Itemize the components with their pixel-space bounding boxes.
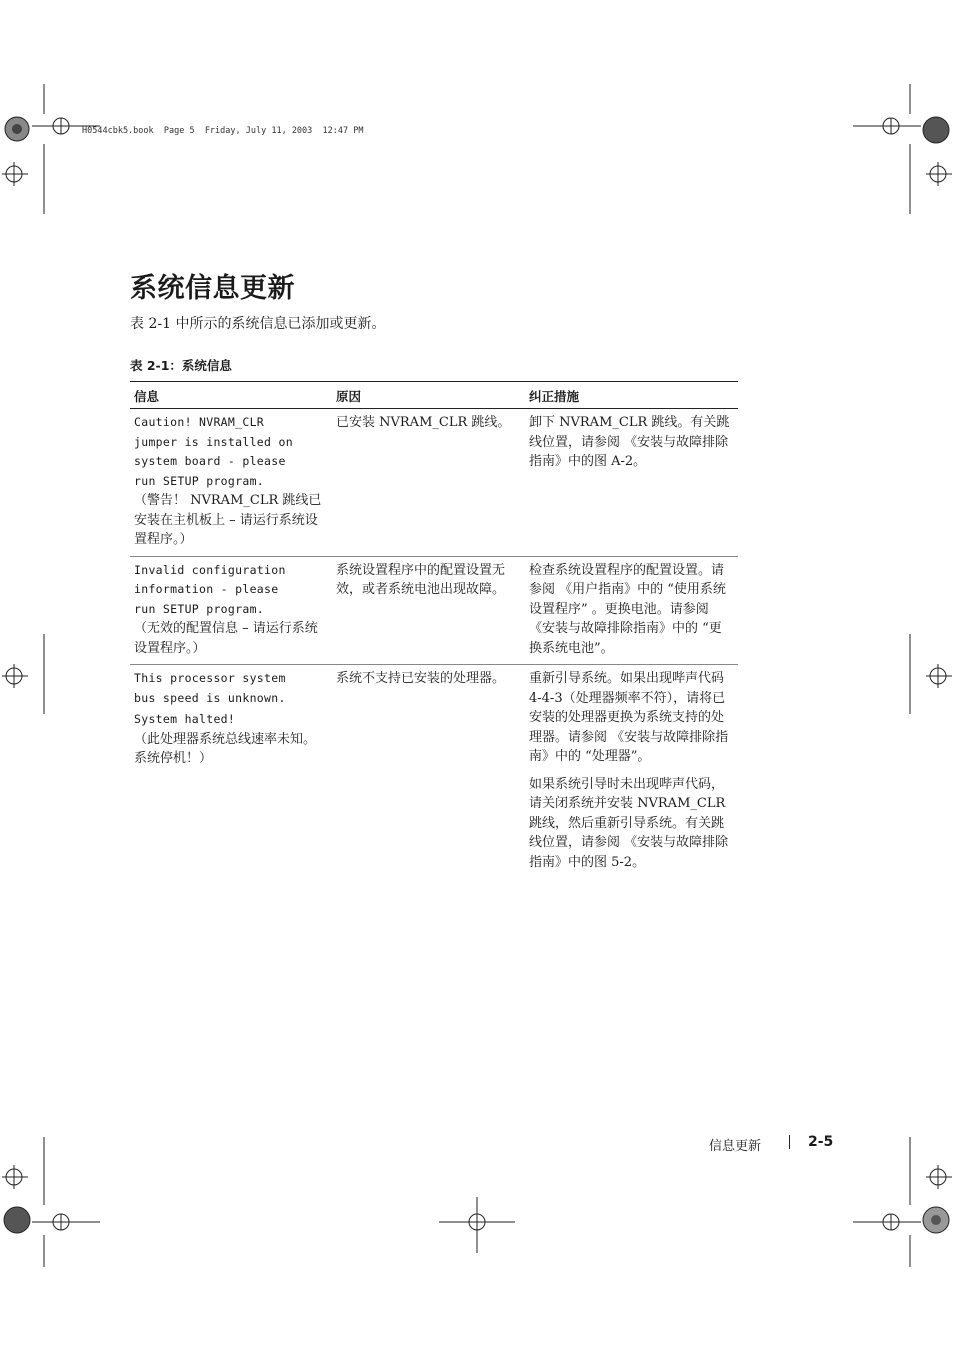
message-translation: （警告！ NVRAM_CLR 跳线已安装在主机板上 – 请运行系统设置程序。） (134, 493, 322, 547)
footer-section-name: 信息更新 (709, 1139, 762, 1154)
cause-cell: 系统设置程序中的配置设置无效，或者系统电池出现故障。 (332, 556, 525, 665)
column-header-action: 纠正措施 (525, 382, 738, 409)
message-cell (130, 556, 332, 665)
table-header-row (130, 382, 738, 409)
registration-mark-icon (0, 80, 110, 220)
message-text-halted: System halted! (134, 712, 236, 726)
action-cell: 检查系统设置程序的配置设置。请参阅 《用户指南》中的 “使用系统设置程序” 。更换电池。请参阅 《安装与故障排除指南》中的 “更换系统电池”。 (525, 556, 738, 665)
action-paragraph-2: 如果系统引导时未出现哔声代码，请关闭系统并安装 NVRAM_CLR 跳线，然后重新引导系统。有关跳线位置，请参阅 《安装与故障排除指南》中的图 5-2。 (529, 776, 729, 870)
message-translation: （无效的配置信息 – 请运行系统设置程序。） (134, 621, 318, 656)
message-text: Caution! NVRAM_CLR jumper is installed on system board - please run SETUP program. (134, 415, 293, 488)
system-messages-table (130, 381, 738, 878)
message-cell (130, 665, 332, 879)
table-caption: 表 2-1：系统信息 (130, 358, 232, 373)
footer-divider (789, 1135, 790, 1149)
cause-cell: 已安装 NVRAM_CLR 跳线。 (332, 409, 525, 557)
registration-mark-icon (0, 630, 60, 720)
table-row (130, 556, 738, 665)
table-row (130, 409, 738, 557)
cause-cell: 系统不支持已安装的处理器。 (336, 671, 506, 686)
page-title: 系统信息更新 (130, 273, 295, 304)
file-info-header: H0544cbk5.book Page 5 Friday, July 11, 2003 12:47 PM (82, 126, 364, 136)
message-text: This processor system bus speed is unknown. (134, 671, 286, 705)
action-paragraph: 重新引导系统。如果出现哔声代码 4-4-3（处理器频率不符），请将已安装的处理器更换为系统支持的处理器。请参阅 《安装与故障排除指南》中的 “处理器”。 (529, 671, 729, 764)
action-cell (525, 665, 738, 879)
registration-mark-icon (845, 1135, 954, 1270)
registration-mark-icon (0, 1135, 110, 1270)
registration-mark-icon (894, 630, 954, 720)
message-text: Invalid configuration information - please run SETUP program. (134, 562, 286, 616)
footer-page-number: 2-5 (808, 1134, 834, 1150)
registration-mark-icon (435, 1195, 519, 1255)
action-cell: 卸下 NVRAM_CLR 跳线。有关跳线位置，请参阅 《安装与故障排除指南》中的图 A-2。 (525, 409, 738, 557)
column-header-cause: 原因 (332, 382, 525, 409)
table-row (130, 665, 738, 879)
column-header-message: 信息 (130, 382, 332, 409)
message-cell (130, 409, 332, 557)
message-translation: （此处理器系统总线速率未知。系统停机！） (134, 731, 317, 766)
intro-text: 表 2-1 中所示的系统信息已添加或更新。 (130, 316, 386, 332)
registration-mark-icon (845, 80, 954, 220)
